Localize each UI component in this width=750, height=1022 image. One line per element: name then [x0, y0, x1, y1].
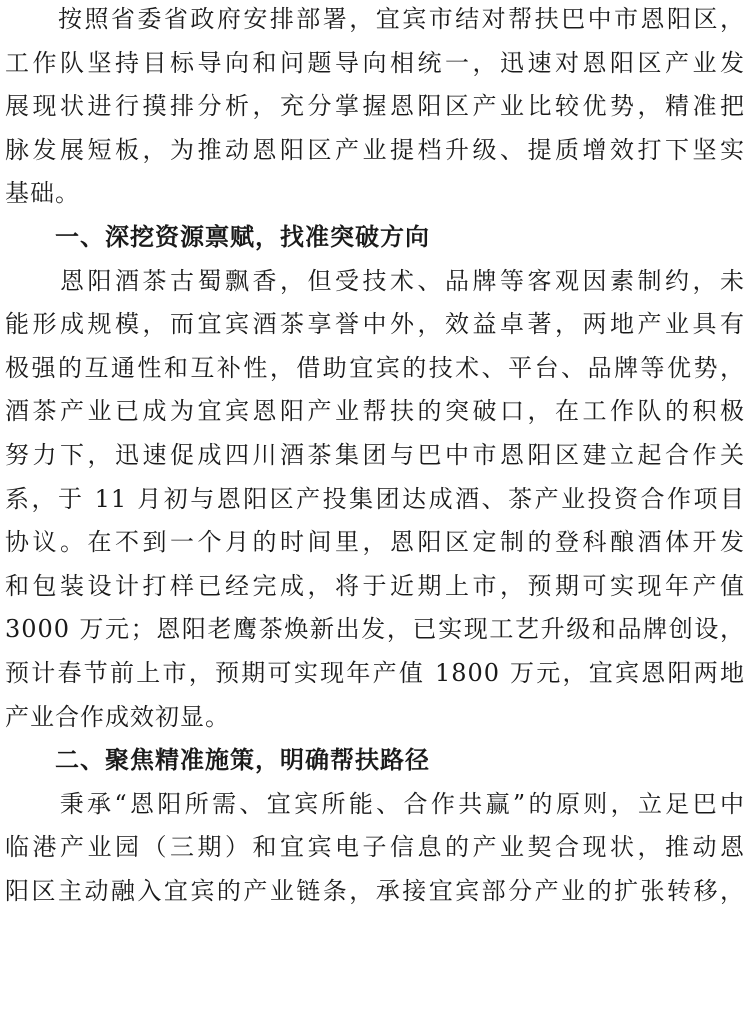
text-line: 基础。: [5, 179, 80, 208]
paragraph-intro: [5, 0, 745, 216]
paragraph-section-1: [5, 260, 745, 740]
text-line: 极强的互通性和互补性，借助宜宾的技术、平台、品牌等优势，: [5, 353, 745, 382]
text-line: 工作队坚持目标导向和问题导向相统一，迅速对恩阳区产业发: [5, 48, 745, 77]
text-line: 产业合作成效初显。: [5, 702, 230, 731]
text-line: 系，于 11 月初与恩阳区产投集团达成酒、茶产业投资合作项目: [5, 484, 745, 513]
text-line: 预计春节前上市，预期可实现年产值 1800 万元，宜宾恩阳两地: [5, 658, 745, 687]
paragraph-section-2: [5, 783, 745, 914]
text-line: 阳区主动融入宜宾的产业链条，承接宜宾部分产业的扩张转移，: [5, 876, 745, 905]
section-heading-1: [5, 216, 745, 260]
text-line: 秉承“恩阳所需、宜宾所能、合作共赢”的原则，立足巴中: [5, 789, 745, 818]
text-line: 恩阳酒茶古蜀飘香，但受技术、品牌等客观因素制约，未: [5, 266, 745, 295]
text-line: 协议。在不到一个月的时间里，恩阳区定制的登科酿酒体开发: [5, 528, 745, 557]
document-body: [5, 0, 745, 913]
text-line: 脉发展短板，为推动恩阳区产业提档升级、提质增效打下坚实: [5, 135, 745, 164]
text-line: 酒茶产业已成为宜宾恩阳产业帮扶的突破口，在工作队的积极: [5, 397, 745, 426]
text-line: 3000 万元；恩阳老鹰茶焕新出发，已实现工艺升级和品牌创设，: [5, 615, 745, 644]
text-line: 和包装设计打样已经完成，将于近期上市，预期可实现年产值: [5, 571, 745, 600]
section-heading-2: [5, 739, 745, 783]
text-line: 能形成规模，而宜宾酒茶享誉中外，效益卓著，两地产业具有: [5, 310, 745, 339]
text-line: 临港产业园（三期）和宜宾电子信息的产业契合现状，推动恩: [5, 833, 745, 862]
text-line: 展现状进行摸排分析，充分掌握恩阳区产业比较优势，精准把: [5, 92, 745, 121]
heading-text: 一、深挖资源禀赋，找准突破方向: [5, 222, 430, 251]
text-line: 按照省委省政府安排部署，宜宾市结对帮扶巴中市恩阳区，: [5, 5, 745, 33]
text-line: 努力下，迅速促成四川酒茶集团与巴中市恩阳区建立起合作关: [5, 440, 745, 469]
heading-text: 二、聚焦精准施策，明确帮扶路径: [5, 746, 430, 775]
